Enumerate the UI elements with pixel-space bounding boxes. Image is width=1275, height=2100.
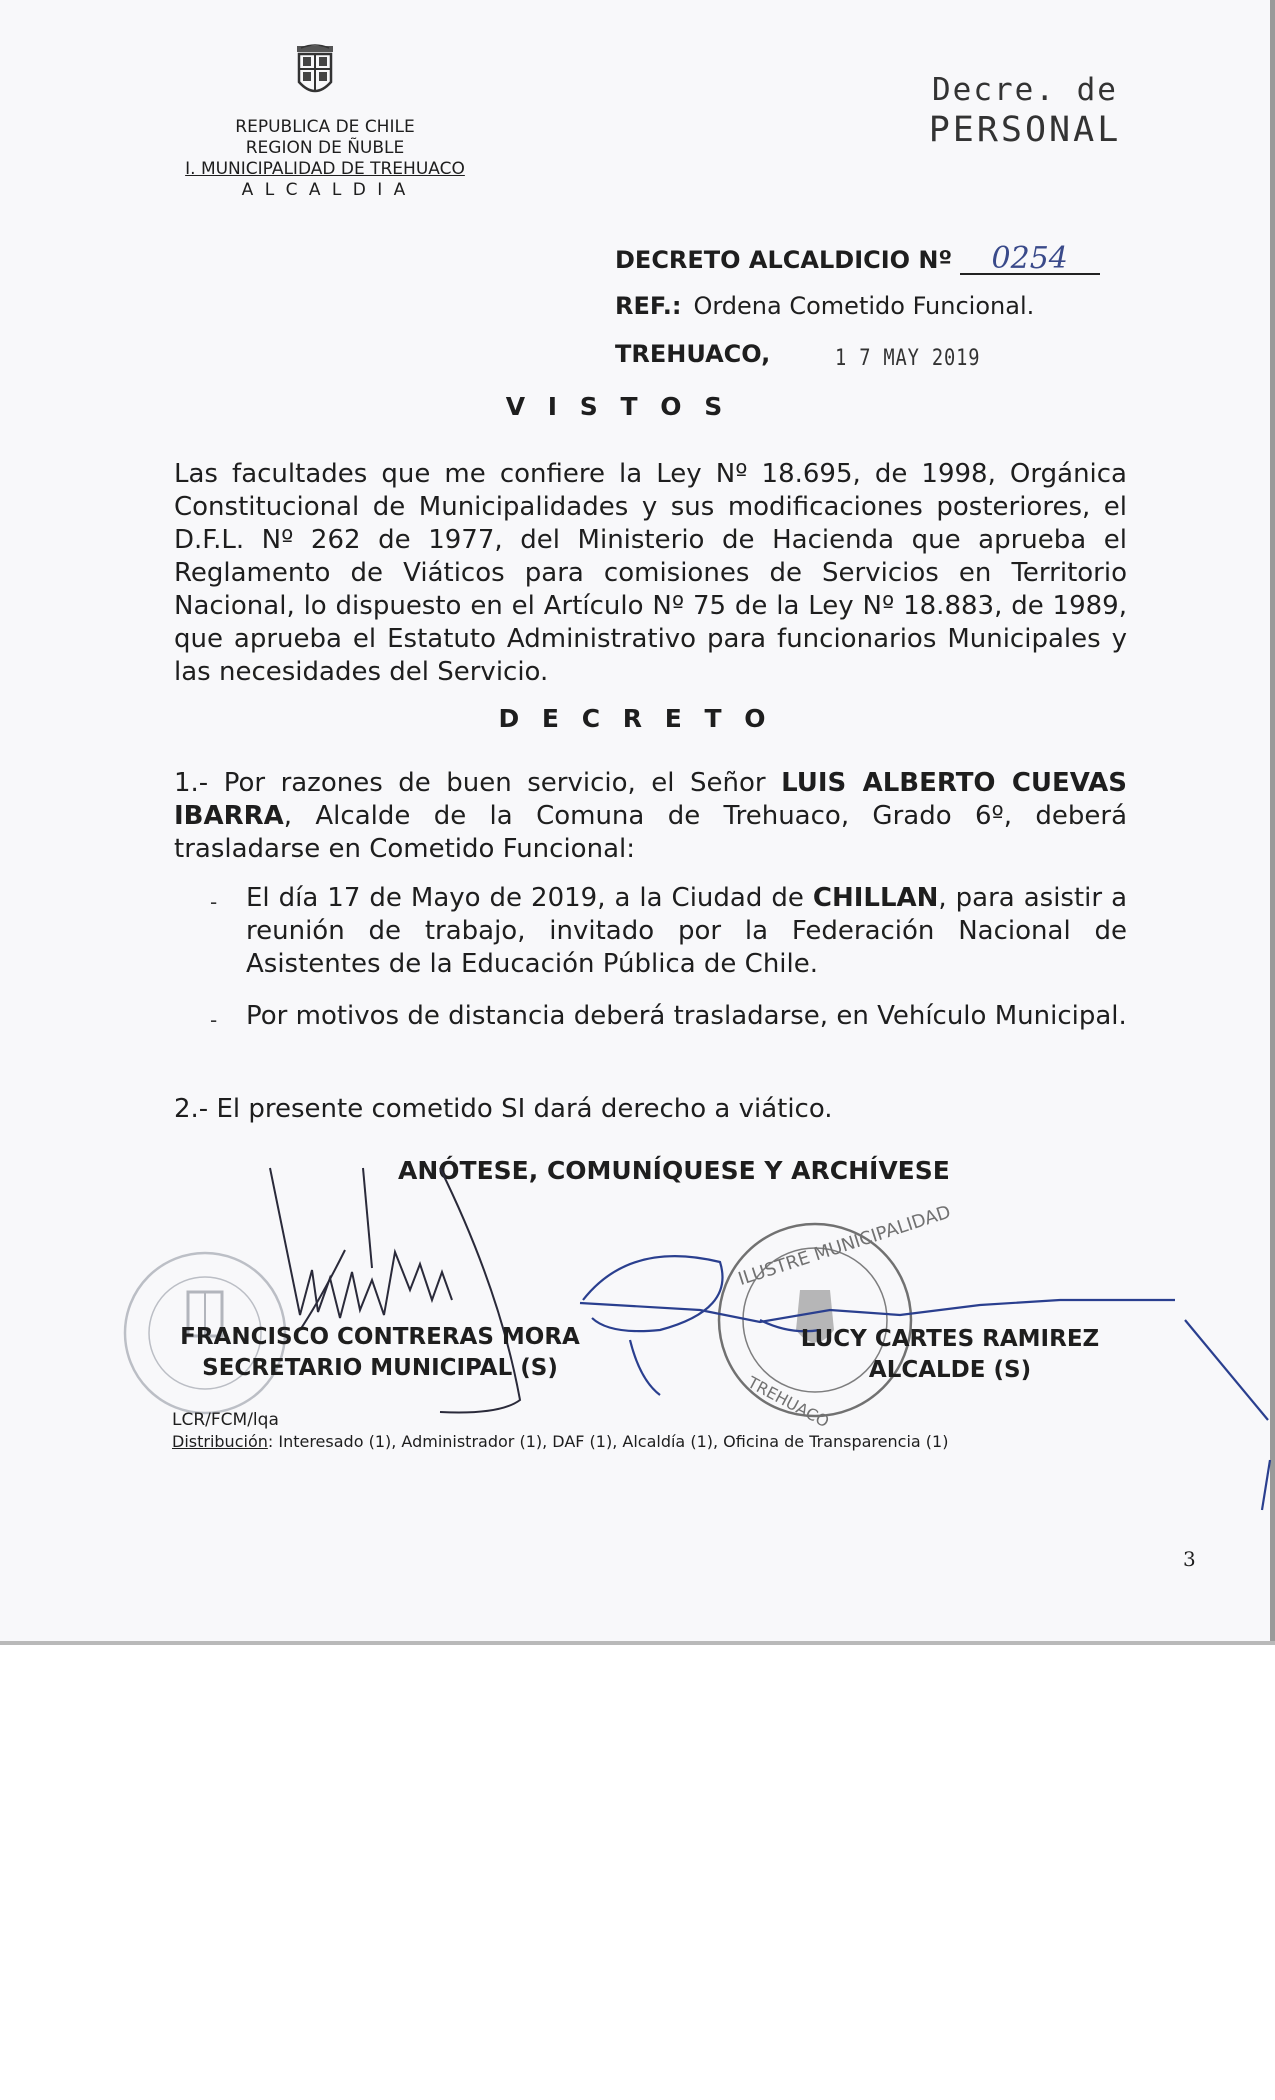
decree-number-line: [615, 241, 1100, 276]
bullet-1-mark: -: [210, 890, 218, 914]
page-edge: [1270, 0, 1275, 1645]
signature-block-right: [745, 1324, 1155, 1386]
decree-bullet-2: Por motivos de distancia deberá trasladarse, en Vehículo Municipal.: [246, 1001, 1127, 1031]
place-label: TREHUACO,: [615, 340, 771, 368]
decree-bullet-1: [246, 882, 1127, 981]
header-region: REGION DE ÑUBLE: [245, 138, 405, 158]
closing-formula: ANÓTESE, COMUNÍQUESE Y ARCHÍVESE: [398, 1156, 950, 1185]
decree-number-handwritten: 0254: [960, 245, 1100, 275]
bullet-2-mark: -: [210, 1008, 218, 1032]
ref-label: REF.:: [615, 292, 682, 320]
distribution-text: : Interesado (1), Administrador (1), DAF (1), Alcaldía (1), Oficina de Transparencia (1): [267, 1432, 949, 1451]
decreto-heading: D E C R E T O: [498, 704, 773, 733]
decree-paragraph-2: 2.- El presente cometido SI dará derecho a viático.: [174, 1094, 833, 1124]
header-office: A L C A L D I A: [241, 180, 409, 200]
left-signer-title: SECRETARIO MUNICIPAL (S): [202, 1355, 558, 1381]
seal-top-text: ILUSTRE MUNICIPALIDAD: [735, 1201, 954, 1291]
reference-line: [615, 292, 1034, 320]
p1-end: , Alcalde de la Comuna de Trehuaco, Grado 6º, deberá trasladarse en Cometido Funcional:: [174, 801, 1127, 864]
decree-paragraph-1: [174, 767, 1127, 866]
p1-name: LUIS ALBERTO CUEVAS IBARRA: [174, 768, 1127, 831]
p1-start: 1.- Por razones de buen servicio, el Señor: [174, 768, 782, 798]
vistos-paragraph: Las facultades que me confiere la Ley Nº 18.695, de 1998, Orgánica Constitucional de Municipalidades y sus modificaciones posteriores, el D.F.L. Nº 262 de 1977, del Ministerio de Hacienda que aprueba el Reglamento de Viáticos para comisiones de Servicios en Territorio Nacional, lo dispuesto en el Artículo Nº 75 de la Ley Nº 18.883, de 1989, que aprueba el Estatuto Administrativo para funcionarios Municipales y las necesidades del Servicio.: [174, 459, 1127, 687]
vistos-heading: V I S T O S: [505, 392, 730, 421]
decree-label: DECRETO ALCALDICIO Nº: [615, 246, 953, 274]
left-signer-name: FRANCISCO CONTRERAS MORA: [180, 1324, 580, 1350]
page-number: 3: [1183, 1547, 1196, 1571]
b1-end: , para asistir a reunión de trabajo, invitado por la Federación Nacional de Asistentes de la Educación Pública de Chile.: [246, 883, 1127, 979]
ref-value: Ordena Cometido Funcional.: [693, 292, 1035, 320]
page-bottom-edge: [0, 1641, 1275, 1645]
place-line: [615, 340, 770, 368]
initials: LCR/FCM/lqa: [172, 1410, 279, 1430]
signature-block-left: [160, 1322, 600, 1384]
distribution-label: Distribución: [172, 1432, 268, 1451]
stamp-line-2: PERSONAL: [928, 110, 1122, 150]
seal-bottom-text: TREHUACO: [744, 1372, 833, 1432]
stamp-line-1: Decre. de: [932, 72, 1118, 108]
right-signer-title: ALCALDE (S): [868, 1357, 1032, 1383]
department-stamp: [885, 72, 1165, 150]
header-country: REPUBLICA DE CHILE: [235, 117, 415, 137]
municipal-crest-icon: [293, 42, 337, 104]
date-stamp: 1 7 MAY 2019: [835, 346, 981, 371]
institution-header: [160, 117, 490, 201]
header-municipality: I. MUNICIPALIDAD DE TREHUACO: [185, 159, 465, 179]
right-seal-icon: [719, 1201, 953, 1431]
b1-start: El día 17 de Mayo de 2019, a la Ciudad de: [246, 883, 813, 913]
distribution-line: [172, 1432, 948, 1451]
b1-city: CHILLAN: [812, 883, 939, 913]
right-signer-name: LUCY CARTES RAMIREZ: [800, 1326, 1100, 1352]
